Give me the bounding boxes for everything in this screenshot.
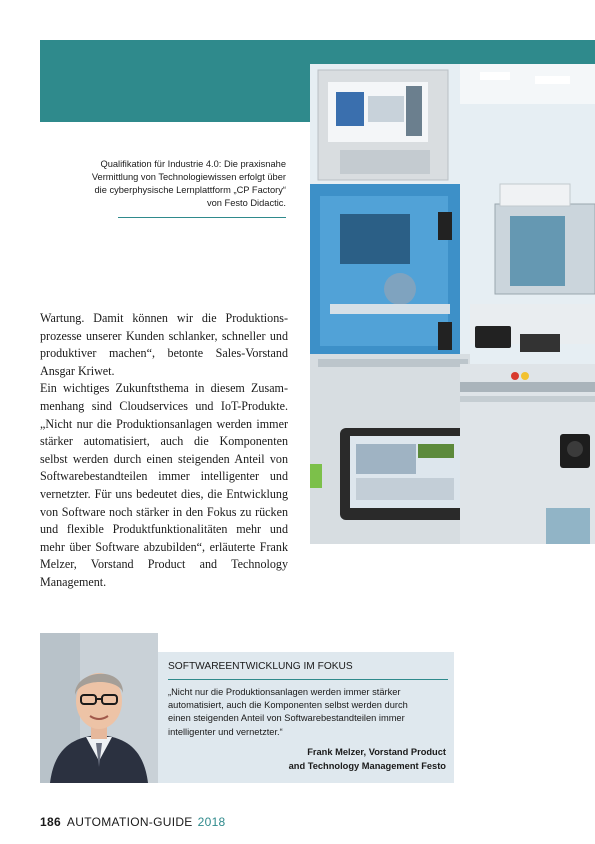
quote-line: einen steigenden Anteil von Softwarebestandteilen immer [168,713,405,724]
body-line: prozesse unserer Kunden schlanker, schneller und [40,328,288,343]
quote-line: „Nicht nur die Produktionsanlagen werden immer stärker [168,687,401,697]
body-line: von Software noch stärker in den Fokus zu rücken [40,504,288,519]
body-line: Softwarebestandteilen immer intelligenter und [40,469,288,484]
caption-divider [118,217,286,218]
body-line: mehr über Software abzubilden“, erläuterte Frank [40,539,288,554]
photo-caption [60,158,286,210]
body-line: Wartung. Damit können wir die Produktions- [40,311,288,325]
body-line: Melzer, Vorstand Product and Technology [40,557,288,572]
body-line: Ansgar Kriwet. [40,363,115,378]
quote-line: intelligenter und vernetzter.“ [168,726,283,737]
author-name-line: Frank Melzer, Vorstand Product [307,747,446,757]
page-number: 186 [40,815,61,829]
caption-line: die cyberphysische Lernplattform „CP Factory“ [94,185,286,195]
article-body [40,310,288,592]
caption-line: Vermittlung von Technologiewissen erfolgt über [91,172,286,182]
author-role-line: and Technology Management Festo [288,761,446,771]
publication-year: 2018 [197,815,226,829]
body-line: Management. [40,574,107,589]
body-line: Ein wichtiges Zukunftsthema in diesem Zusam- [40,381,288,396]
author-portrait [40,633,158,783]
quote-box [158,652,454,783]
body-line: produktiver machen“, betonte Sales-Vorstand [40,346,288,361]
body-line: vernetzter. Für uns bedeutet dies, die Entwicklung [40,486,288,501]
quote-author [289,745,446,773]
body-line: menhang sind Cloudservices und IoT-Produkte. [40,398,288,413]
body-line: selbst werden durch einen steigenden Anteil von [40,451,288,466]
page-footer [40,815,226,829]
quote-heading: SOFTWAREENTWICKLUNG IM FOKUS [168,661,353,672]
body-line: stärker automatisiert, auch die Komponenten [40,434,288,449]
caption-line: Qualifikation für Industrie 4.0: Die praxisnahe [100,159,286,169]
quote-line: automatisiert, auch die Komponenten selbst werden durch [168,700,408,711]
quote-divider [168,679,448,680]
quote-text [168,686,408,739]
factory-illustration [310,64,595,544]
body-line: und flexible Produktfunktionalitäten mehr und [40,522,288,537]
publication-title: AUTOMATION-GUIDE [66,815,193,829]
body-line: „Nicht nur die Produktionsanlagen werden immer [40,416,288,431]
caption-line: von Festo Didactic. [206,198,286,208]
portrait-illustration [40,633,158,783]
factory-photo [310,64,595,544]
